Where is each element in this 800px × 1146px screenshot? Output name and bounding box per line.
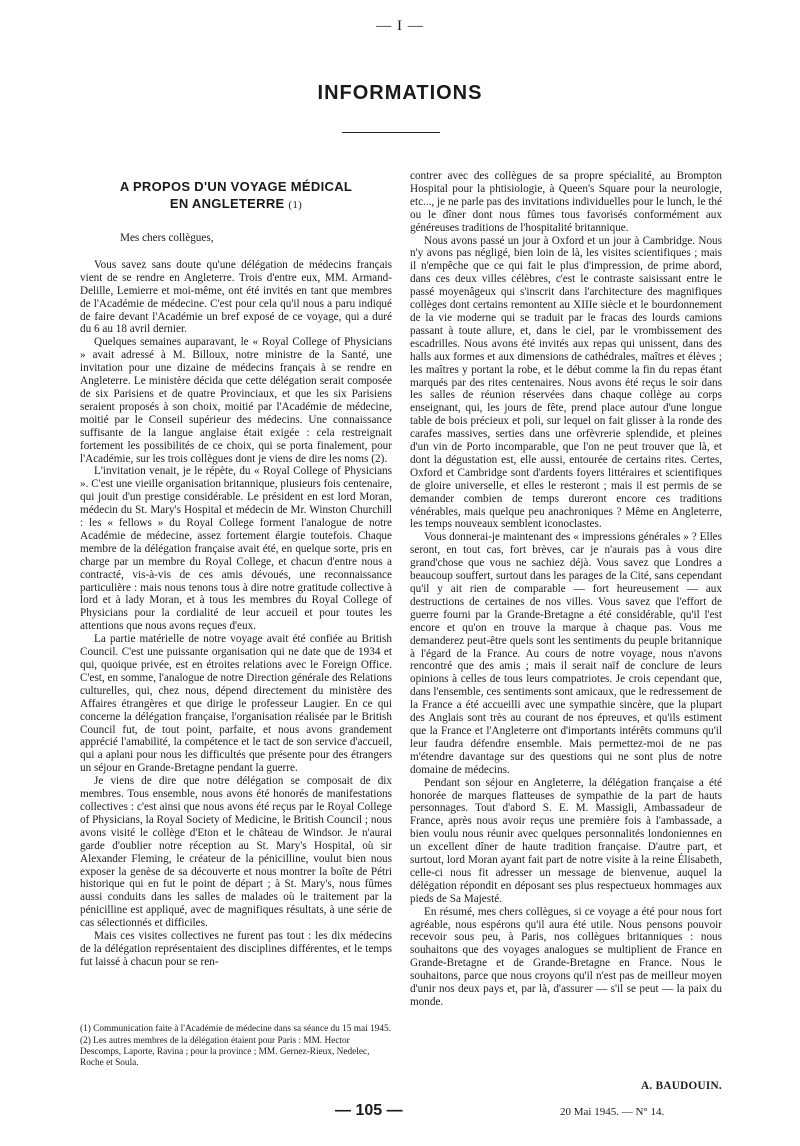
paragraph: contrer avec des collègues de sa propre spécialité, au Brompton Hospital pour la phtisiologie, à Queen's Square pour la neurologie, etc..., je ne parle pas des invitations individuelles pour le lunch, le thé ou le dîner dont nous fûmes tous favorisés conformément aux généreuses traditions de l'hospitalité britannique. <box>410 170 722 234</box>
footnote: (1) Communication faite à l'Académie de médecine dans sa séance du 15 mai 1945. <box>80 1024 391 1034</box>
title-footnote-ref: (1) <box>288 199 303 211</box>
salutation: Mes chers collègues, <box>120 232 214 244</box>
paragraph: L'invitation venait, je le répète, du « Royal College of Physicians ». C'est une vieille organisation britannique, plusieurs fois centenaire, qui jouit d'un prestige considérable. Le président en est lord Moran, médecin du St. Mary's Hospital et médecin de Mr. Winston Churchill : les « fellows » du Royal College forment l'analogue de notre Académie de médecine, assez fortement élargie toutefois. Chaque membre de la délégation française avait été, en quelque sorte, pris en charge par un membre du Royal College, et chacun d'entre nous a contracté, vis-à-vis de ces amis dévoués, une reconnaissance particulière : mais nous tenons tous à dire notre gratitude collective à lord et à lady Moran, et à tous les membres du Royal College of Physicians pour la cordialité de leur accueil et pour toutes les attentions que nous avons reçues d'eux. <box>80 465 392 633</box>
title-divider <box>342 132 440 133</box>
footnotes <box>80 1024 392 1070</box>
left-column <box>80 172 392 969</box>
issue-date: 20 Mai 1945. — N° 14. <box>560 1106 665 1118</box>
paragraph: Je viens de dire que notre délégation se composait de dix membres. Tous ensemble, nous avons été honorés de manifestations collectives : c'est ainsi que nous avons été reçus par le Royal College of Physicians, la Royal Society of Medicine, le British Council ; nous avons visité le collège d'Eton et le château de Windsor. Je n'aurai garde d'oublier notre réception au St. Mary's Hospital, où sir Alexander Fleming, le créateur de la pénicilline, voulut bien nous exposer la genèse de sa découverte et nous montrer la boîte de Pétri historique qui en fut le point de départ ; à St. Mary's, nous fûmes aussi conduits dans les salles de malades où le traitement par la pénicilline est appliqué, avec de magnifiques résultats, à une série de cas sélectionnés et difficiles. <box>80 775 392 930</box>
paragraph: Nous avons passé un jour à Oxford et un jour à Cambridge. Nous n'y avons pas négligé, bien loin de là, les visites scientifiques ; mais il n'empêche que ce qui fait le plus d'impression, de prime abord, dans ces deux villes célèbres, c'est le contraste saisissant entre le passé moyenâgeux qui s'inscrit dans l'architecture des magnifiques collèges dont certains remontent au XIIIe siècle et le bourdonnement de la vie moderne qui se traduit par le fracas des lourds camions passant à toute allure, et, dans le ciel, par le vrombissement des escadrilles. Nous avons été invités aux repas qui unissent, dans des halls aux formes et aux dimensions de cathédrales, maîtres et élèves ; les maîtres y portant la robe, et le début comme la fin du repas étant marqués par des rites centenaires. Nous avons été reçus le soir dans les salles de réunion réservées dans chaque collège au corps enseignant, qui, les jours de fête, prend place autour d'une longue table de bois précieux et poli, sur lequel on fait glisser à la ronde des carafes massives, serties dans une orfèvrerie splendide, et pleines d'un vin de Porto incomparable, que l'on ne peut trouver que là, et dont la dégustation est, elle aussi, entourée de certains rites. Certes, Oxford et Cambridge sont d'ardents foyers littéraires et scientifiques de gloire universelle, et elles le resteront ; mais il est permis de se demander combien de temps dureront encore ces traditions vénérables, mais quelque peu anachroniques ? Même en Angleterre, les temps nouveaux semblent iconoclastes. <box>410 234 722 531</box>
right-column <box>410 170 722 1009</box>
paragraph: La partie matérielle de notre voyage avait été confiée au British Council. C'est une puissante organisation qui ne date que de 1934 et qui, quoique privée, est en étroites relations avec le Foreign Office. C'est, en somme, l'analogue de notre Direction générale des Relations culturelles, qui, chez nous, dépend directement du ministère des Affaires étrangères et que dirige le professeur Laugier. En ce qui concerne la délégation française, l'organisation réalisée par le British Council fut, de tout point, parfaite, et nous avons grandement apprécié l'amabilité, la compétence et le tact de son service d'accueil, qui a aplani pour nous les difficultés que présente pour des étrangers un séjour en Grande-Bretagne pendant la guerre. <box>80 633 392 775</box>
paragraph: Quelques semaines auparavant, le « Royal College of Physicians » avait adressé à M. Billoux, notre ministre de la Santé, une invitation pour une dizaine de médecins français à se rendre en Angleterre. Le ministère décida que cette délégation serait composée de six Parisiens et de quatre Provinciaux, et que les six Parisiens seraient proposés à son choix, moitié par l'Académie de médecine, moitié par le Conseil supérieur des médecins. Une connaissance suffisante de la langue anglaise était exigée : cela restreignait fortement les possibilités de ce choix, qui se porta finalement, pour l'Académie, sur les trois collègues dont je viens de dire les noms (2). <box>80 336 392 465</box>
article-title <box>80 178 392 214</box>
paragraph: En résumé, mes chers collègues, si ce voyage a été pour nous fort agréable, nous espérons qu'il aura été utile. Nous pensons pouvoir recevoir sous peu, à Paris, nos collègues britanniques : nous souhaitons que des voyages analogues se multiplient de France en Grande-Bretagne et de Grande-Bretagne en France. Nous le souhaitons, parce que nous croyons qu'il n'est pas de meilleur moyen d'unir nos deux pays et, par là, d'assurer — s'il se peut — la paix du monde. <box>410 905 722 1008</box>
footnote: (2) Les autres membres de la délégation étaient pour Paris : MM. Hector Descomps, Laporte, Ravina ; pour la province ; MM. Gernez-Rieux, Nedelec, Roche et Soula. <box>80 1036 370 1068</box>
page-number: — 105 — <box>335 1102 403 1119</box>
paragraph: Vous savez sans doute qu'une délégation de médecins français vient de se rendre en Angleterre. Trois d'entre eux, MM. Armand-Delille, Lemierre et moi-même, ont été invités en tant que membres de l'Académie de médecine. C'est pour cela qu'il nous a paru indiqué de faire devant l'Académie un bref exposé de ce voyage, qui a duré du 6 au 18 avril dernier. <box>80 258 392 336</box>
paragraph: Mais ces visites collectives ne furent pas tout : les dix médecins de la délégation représentaient des disciplines différentes, et le temps fut laissé à chacun pour se ren- <box>80 930 392 968</box>
signature: A. BAUDOUIN. <box>641 1080 722 1092</box>
article-title-line2: EN ANGLETERRE <box>169 196 285 211</box>
article-title-line1: A PROPOS D'UN VOYAGE MÉDICAL <box>119 179 353 194</box>
section-number: — I — <box>376 18 424 34</box>
paragraph: Vous donnerai-je maintenant des « impressions générales » ? Elles seront, en tout cas, fort brèves, car je n'aurais pas à vous dire grand'chose que vous ne sachiez déjà. Vous savez que Londres a beaucoup souffert, surtout dans les parages de la Cité, sans cependant qu'il y ait rien de comparable — fort heureusement — aux destructions de certaines de nos villes. Vous savez que l'effort de guerre fourni par la Grande-Bretagne a été considérable, qu'il l'est encore et qu'on en trouve la marque à chaque pas. Vous me demanderez peut-être quels sont les sentiments du peuple britannique à l'égard de la France. Au cours de notre voyage, nous n'avons rencontré que des amis ; mais il serait naïf de conclure de leurs opinions à celles de tous leurs compatriotes. Je crois cependant que, dans l'ensemble, ces sentiments sont amicaux, que le redressement de la France a été accueilli avec une sympathie sincère, que la plupart des Anglais sont très au courant de nos épreuves, et qu'ils estiment que la France et l'Angleterre ont d'importants intérêts communs qu'il leur faudra défendre ensemble. Mais permettez-moi de ne pas m'étendre davantage sur des questions qui ne sont plus de notre domaine de médecins. <box>410 531 722 776</box>
paragraph: Pendant son séjour en Angleterre, la délégation française a été honorée de marques flatteuses de sympathie de la part de hauts personnages. Tout d'abord S. E. M. Massigli, Ambassadeur de France, après nous avoir reçus une première fois à l'ambassade, a bien voulu nous réunir avec quelques personnalités londoniennes en un excellent dîner de haute tradition française. D'autre part, et surtout, lord Moran ayant fait part de notre visite à la reine Élisabeth, celle-ci nous fit adresser un message de bienvenue, auquel la délégation répondit en déposant ses plus respectueux hommages aux pieds de Sa Majesté. <box>410 776 722 905</box>
page-title: INFORMATIONS <box>317 82 483 104</box>
